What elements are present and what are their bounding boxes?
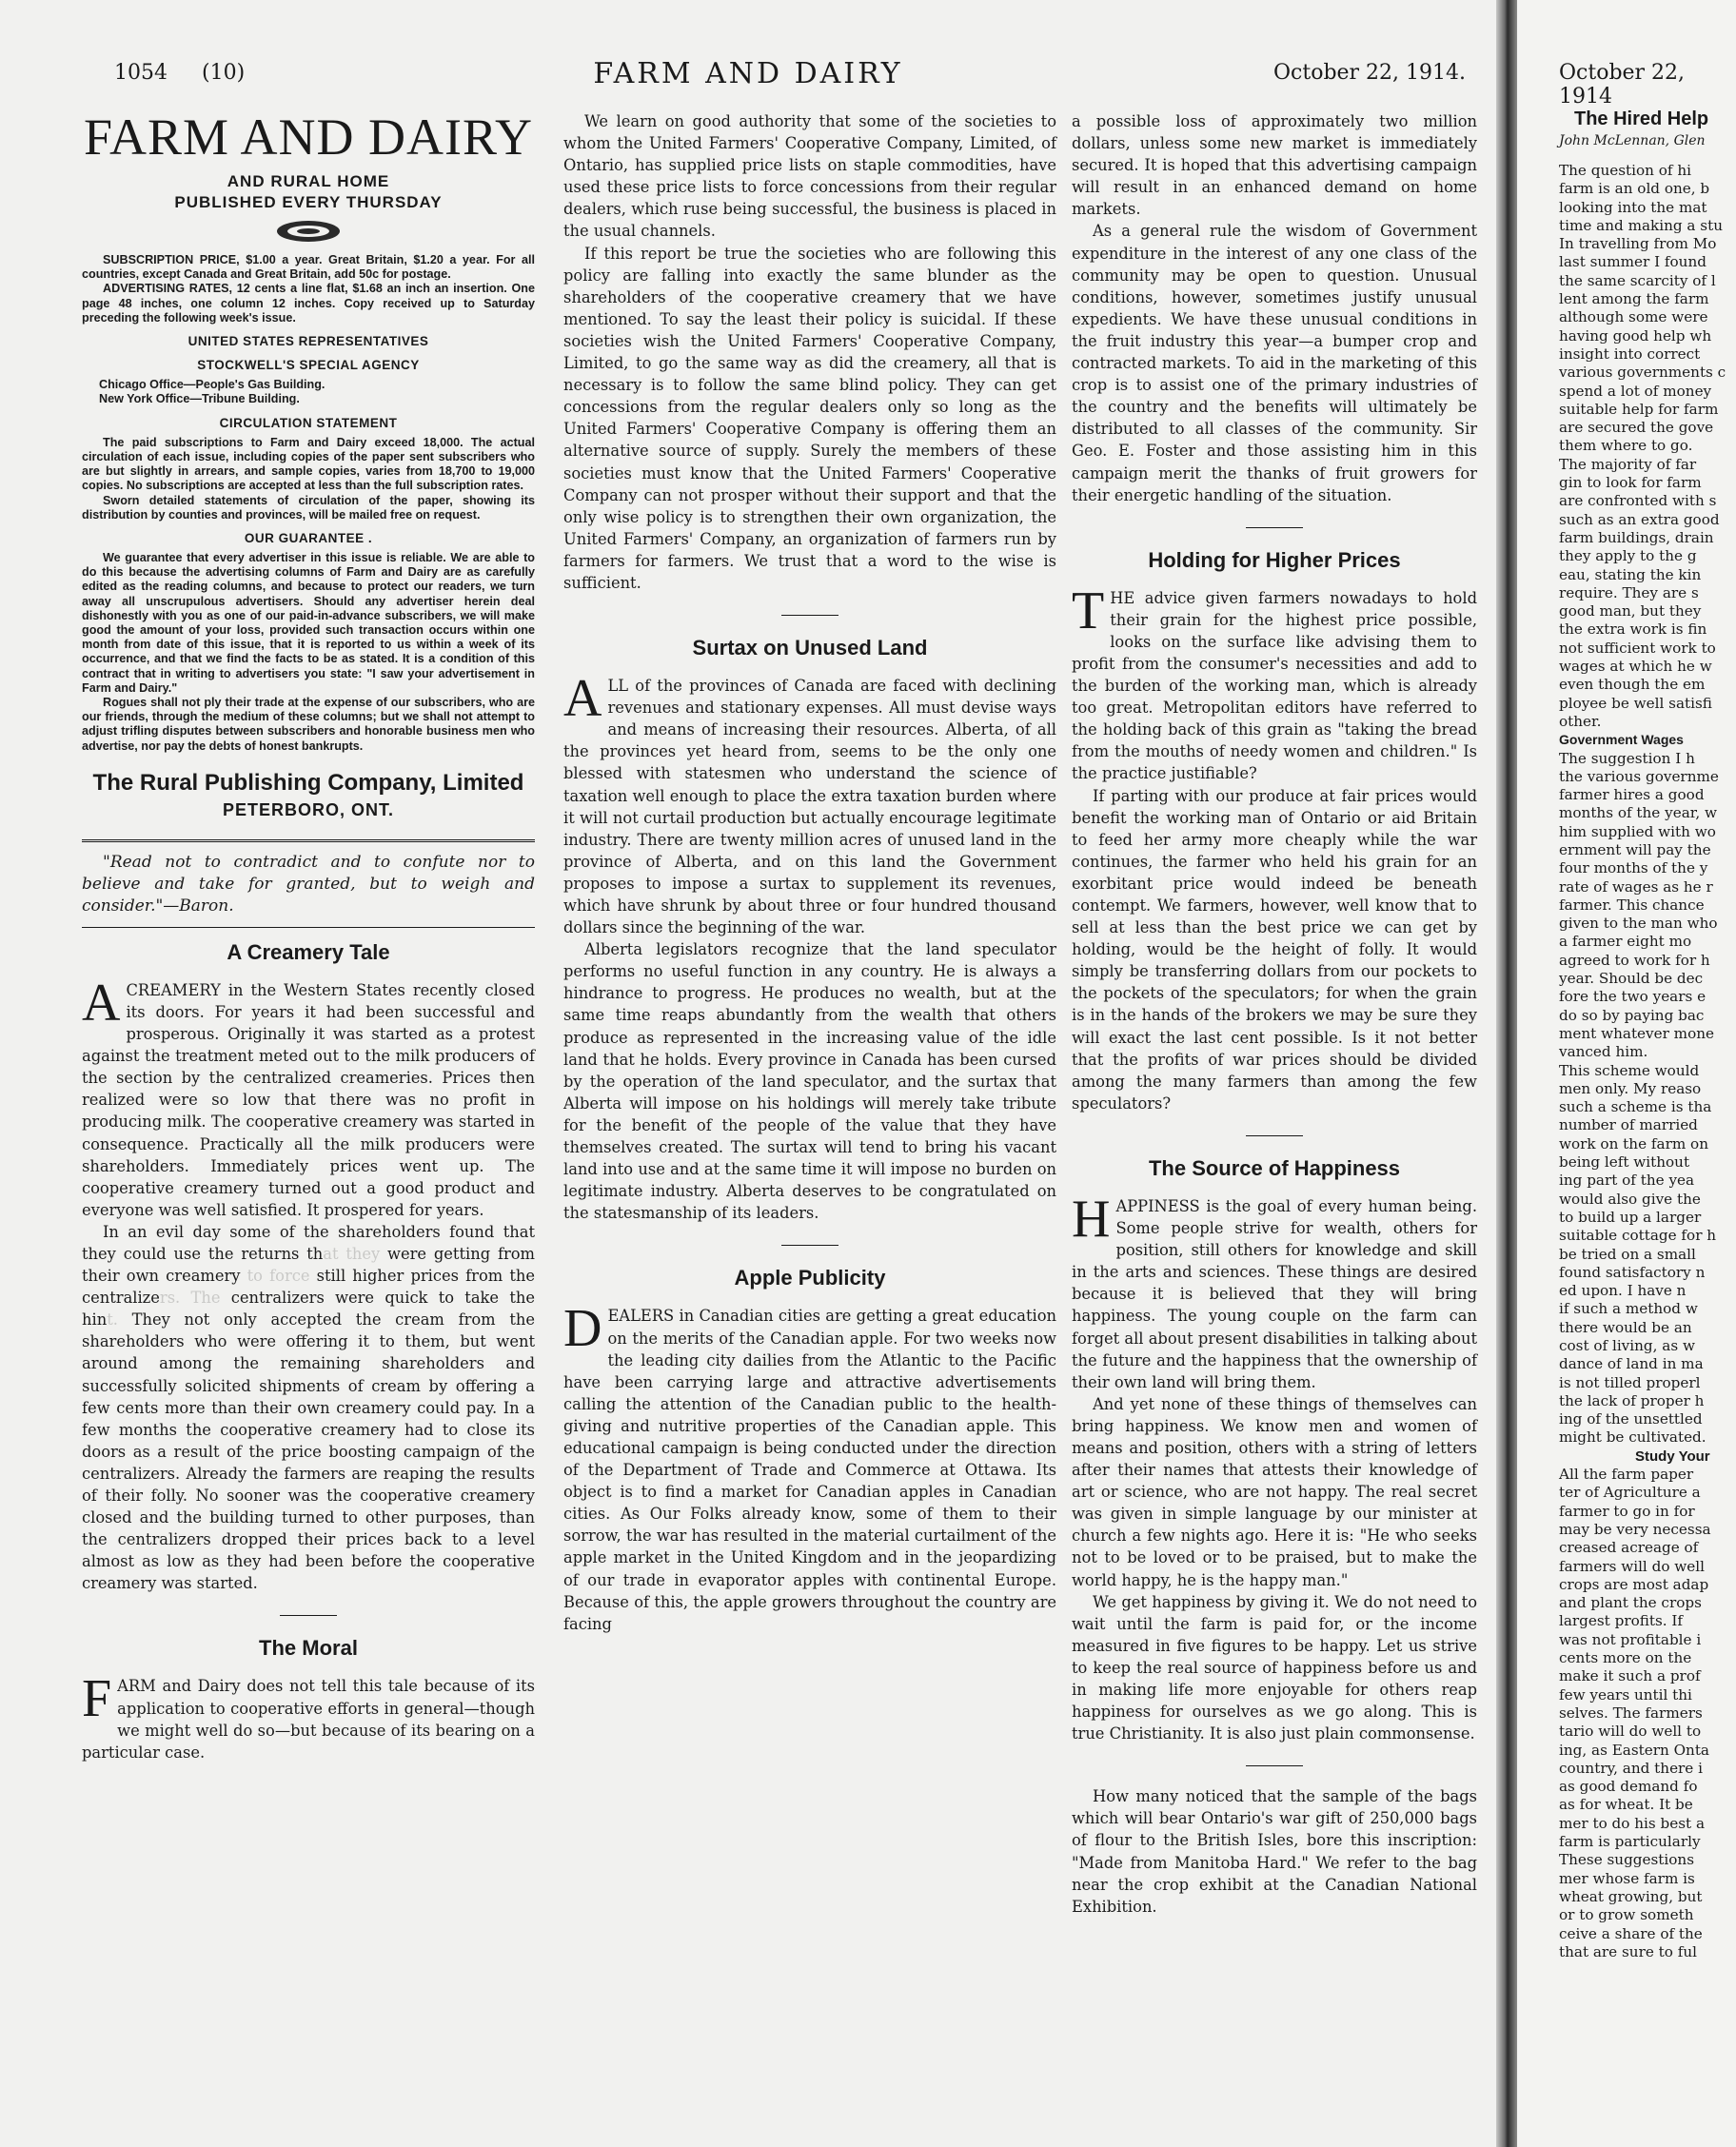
facing-text-line: them where to go.: [1559, 437, 1693, 455]
advertising-rates: ADVERTISING RATES, 12 cents a line flat, $1.68 an inch an insertion. One page 48 inches, one column 12 inches. Copy received up to Saturday preceding the following week's issue.: [82, 282, 535, 325]
facing-text-line: fore the two years e: [1559, 988, 1706, 1006]
facing-text-line: looking into the mat: [1559, 198, 1707, 216]
facing-text-line: The question of hi: [1559, 162, 1691, 179]
facing-text-line: and plant the crops: [1559, 1594, 1702, 1612]
subscription-price: SUBSCRIPTION PRICE, $1.00 a year. Great Britain, $1.20 a year. For all countries, except Canada and Great Britain, add 50c for postage.: [82, 253, 535, 282]
facing-text-line: such a scheme is tha: [1559, 1098, 1712, 1116]
facing-text-line: mer to do his best a: [1559, 1814, 1705, 1832]
facing-text-line: dance of land in ma: [1559, 1355, 1704, 1373]
facing-text-line: are secured the gove: [1559, 419, 1714, 437]
facing-text-line: do so by paying bac: [1559, 1006, 1705, 1024]
facing-text-line: cost of living, as w: [1559, 1337, 1695, 1354]
guarantee-heading: OUR GUARANTEE .: [244, 530, 373, 545]
facing-text-line: being left without: [1559, 1153, 1690, 1172]
facing-text-line: ed upon. I have n: [1559, 1282, 1687, 1300]
drop-cap: D: [563, 1299, 602, 1359]
happiness-paragraph-3: We get happiness by giving it. We do not need to wait until the farm is paid for, or the income measured in five figures to be happy. Let us strive to keep the real source of happiness before us and in making life more enjoyable for others reap happiness for ourselves as we go along. This is true Christianity. It is also just plain commonsense.: [1072, 1592, 1477, 1743]
section-rule: [781, 615, 838, 616]
column-3: [1072, 110, 1477, 1918]
facing-text-line: would also give the: [1559, 1190, 1701, 1208]
facing-page-fragment: [1517, 0, 1736, 2147]
col2-paragraph-1: We learn on good authority that some of the societies to whom the United Farmers' Cooperative Company, Limited, of Ontario, has supplied price lists on staple commodities, have used these price lists to force concessions from their regular dealers, which ruse being successful, the business is placed in the usual channels.: [563, 112, 1056, 241]
page-header: [0, 53, 1496, 91]
circulation-text: The paid subscriptions to Farm and Dairy exceed 18,000. The actual circulation of each issue, including copies of the paper sent subscribers who are but slightly in arrears, and sample copies, varies from 18,700 to 19,000 copies. No subscriptions are accepted at less than the full subscription rates.: [82, 435, 535, 493]
facing-text-line: such as an extra good: [1559, 510, 1720, 528]
facing-text-line: crops are most adap: [1559, 1575, 1709, 1593]
facing-text-line: country, and there i: [1559, 1759, 1703, 1777]
facing-text-line: may be very necessa: [1559, 1520, 1711, 1538]
facing-text-line: men only. My reaso: [1559, 1079, 1702, 1097]
column-1: [82, 110, 535, 1763]
facing-text-line: found satisfactory n: [1559, 1263, 1706, 1281]
facing-text-line: farmer. This chance: [1559, 896, 1705, 914]
facing-text-line: that are sure to ful: [1559, 1942, 1697, 1960]
facing-text-line: having good help wh: [1559, 326, 1712, 345]
facing-text-line: are confronted with s: [1559, 492, 1717, 510]
article-title-moral: The Moral: [259, 1636, 358, 1661]
facing-article-byline: John McLennan, Glen: [1559, 133, 1706, 148]
facing-text-line: wheat growing, but: [1559, 1887, 1703, 1905]
facing-text-line: cents more on the: [1559, 1649, 1692, 1667]
facing-text-line: This scheme would: [1559, 1061, 1700, 1079]
us-reps-heading: UNITED STATES REPRESENTATIVES: [187, 334, 429, 349]
facing-text-line: the same scarcity of l: [1559, 271, 1716, 289]
drop-cap: A: [82, 973, 121, 1033]
section-rule: [1246, 1765, 1303, 1766]
facing-page-date: October 22, 1914: [1559, 61, 1686, 108]
facing-text-line: is not tilled properl: [1559, 1373, 1701, 1391]
page-number: 1054: [114, 61, 168, 85]
facing-text-line: require. They are s: [1559, 583, 1699, 601]
masthead-subtitle: AND RURAL HOME: [227, 172, 390, 190]
facing-text-line: ing part of the yea: [1559, 1172, 1695, 1190]
circulation-heading: CIRCULATION STATEMENT: [219, 415, 398, 430]
facing-text-line: spend a lot of money: [1559, 382, 1712, 400]
moral-paragraph: FARM and Dairy does not tell this tale because of its application to cooperative efforts in general—though we might well do so—but because of its bearing on a particular case.: [82, 1669, 535, 1762]
section-rule: [781, 1245, 838, 1246]
facing-text-line: as for wheat. It be: [1559, 1796, 1693, 1814]
section-rule: [1246, 1135, 1303, 1136]
section-rule: [280, 1615, 337, 1616]
apple-paragraph-1: DEALERS in Canadian cities are getting a great education on the merits of the Canadian apple. For two weeks now the leading city dailies from the Atlantic to the Pacific have been carrying large and attractive advertisements calling the attention of the Canadian public to the health-giving and nutritive properties of the Canadian apple. This educational campaign is being conducted under the direction of the Department of Trade and Commerce at Ottawa. Its object is to find a market for Canadian apples in Canadian cities. As Our Folks already know, some of them to their sorrow, the war has resulted in the material curtailment of the apple market in the United Kingdom and in the jeopardizing of our trade in evaporator apples with continental Europe. Because of this, the apple growers throughout the country are facing: [563, 1299, 1056, 1633]
facing-text-line: work on the farm on: [1559, 1134, 1708, 1152]
facing-text-line: time and making a stu: [1559, 216, 1723, 234]
facing-text-line: vanced him.: [1559, 1043, 1648, 1061]
facing-subhead: Study Your: [1635, 1448, 1710, 1465]
page-inner-number: (10): [202, 61, 246, 85]
facing-text-line: largest profits. If: [1559, 1612, 1684, 1630]
issue-date: October 22, 1914.: [1273, 61, 1467, 85]
facing-text-line: if such a method w: [1559, 1300, 1698, 1318]
facing-text-line: The suggestion I h: [1559, 749, 1695, 767]
facing-text-line: to build up a larger: [1559, 1208, 1702, 1226]
facing-text-line: wages at which he w: [1559, 658, 1712, 676]
happiness-paragraph-1: HAPPINESS is the goal of every human being. Some people strive for wealth, others for position, still others for knowledge and skill in the arts and sciences. These things are desired because it is believed that they will bring happiness. The young couple on the farm can forget all about present disabilities in talking about the future and the happiness that the ownership of their own land will bring them.: [1072, 1189, 1477, 1391]
holding-paragraph-1: THE advice given farmers nowadays to hold their grain for the highest price possible, looks on the surface like advising them to profit from the consumer's necessities and add to the burden of the working man, which is already too great. Metropolitan editors have referred to the holding back of this grain as "taking the bread from the mouths of needy women and children." Is the practice justifiable?: [1072, 581, 1477, 783]
facing-text-line: farmer hires a good: [1559, 786, 1705, 804]
drop-cap: T: [1072, 581, 1105, 640]
facing-text-line: farm is an old one, b: [1559, 180, 1710, 198]
facing-text-line: ceive a share of the: [1559, 1924, 1703, 1942]
facing-text-line: creased acreage of: [1559, 1539, 1699, 1557]
facing-text-line: ernment will pay the: [1559, 840, 1711, 858]
holding-paragraph-2: If parting with our produce at fair prices would benefit the working man of Ontario or aid Britain to feed her army more cheaply while the war continues, the farmer who held his grain for an exorbitant price would indeed be beneath contempt. We farmers, however, well know that to sell at less than the best price we can get by holding, would be the height of folly. It would simply be transferring dollars from our pockets to the pockets of the speculators; for when the grain is in the hands of the brokers we may be sure they will exact the last cent possible. Is it not better that the profits of war prices should be divided among the many farmers than among the few speculators?: [1072, 786, 1477, 1113]
creamery-paragraph-2: In an evil day some of the shareholders found that they could use the returns that they were getting from their own creamery to force still higher prices from the centralizers. The centralizers were quick to take the hint. They not only accepted the cream from the shareholders who were offering it to them, but went around among the remaining shareholders and successfully solicited shipments of cream by offering a few cents more than their own creamery could pay. In a few months the cooperative creamery had to close its doors as a result of the price boosting campaign of the centralizers. Already the farmers are reaping the results of their folly. No sooner was the cooperative creamery closed and the building turned to other purposes, than the centralizers dropped their prices back to a level almost as low as they had been before the cooperative creamery was started.: [82, 1222, 535, 1593]
facing-text-line: lent among the farm: [1559, 290, 1709, 308]
facing-text-line: was not profitable i: [1559, 1630, 1702, 1648]
facing-text-line: ing of the unsettled: [1559, 1410, 1703, 1428]
running-title: FARM AND DAIRY: [593, 57, 903, 90]
publisher-name: The Rural Publishing Company, Limited: [92, 769, 524, 796]
facing-text-line: be tried on a small: [1559, 1245, 1696, 1263]
facing-subhead: Government Wages: [1559, 732, 1684, 748]
facing-text-line: eau, stating the kin: [1559, 565, 1702, 583]
facing-text-line: might be cultivated.: [1559, 1428, 1706, 1447]
facing-text-line: year. Should be dec: [1559, 970, 1704, 988]
article-title-creamery: A Creamery Tale: [227, 939, 390, 964]
facing-text-line: other.: [1559, 712, 1602, 730]
facing-text-line: suitable help for farm: [1559, 400, 1719, 418]
chicago-office: Chicago Office—People's Gas Building.: [99, 378, 326, 392]
facing-text-line: four months of the y: [1559, 859, 1708, 877]
facing-text-line: even though the em: [1559, 676, 1706, 694]
masthead-title: FARM AND DAIRY: [83, 108, 534, 166]
facing-text-line: various governments c: [1559, 364, 1726, 382]
col3-paragraph-2: As a general rule the wisdom of Government expenditure in the interest of any one class of the community may be open to question. Unusual conditions, however, sometimes justify unusual expedients. We have these unusual conditions in the fruit industry this year—a bumper crop and contracted markets. To aid in the marketing of this crop is to assist one of the primary industries of the country and the benefits will ultimately be distributed to all classes of the community. Sir Geo. E. Foster and those assisting him in this campaign merit the thanks of fruit growers for their energetic handling of the situation.: [1072, 222, 1477, 504]
drop-cap: A: [563, 669, 602, 729]
facing-text-line: rate of wages as he r: [1559, 877, 1713, 896]
facing-text-line: number of married: [1559, 1116, 1698, 1134]
guarantee-rogues: Rogues shall not ply their trade at the expense of our subscribers, who are our friends, through the medium of these columns; but we shall not attempt to adjust trifling disputes between subscribers and honorable business men who advertise, nor pay the debts of honest bankrupts.: [82, 696, 535, 753]
motto-quote: "Read not to contradict and to confute nor to believe and take for granted, but to weigh and consider."—Baron.: [82, 852, 535, 916]
facing-text-line: farm is particularly: [1559, 1833, 1701, 1851]
facing-text-line: farmer to go in for: [1559, 1502, 1695, 1520]
facing-text-line: In travelling from Mo: [1559, 235, 1717, 253]
facing-text-line: given to the man who: [1559, 915, 1718, 933]
facing-text-line: months of the year, w: [1559, 804, 1717, 822]
article-title-surtax: Surtax on Unused Land: [692, 636, 928, 660]
facing-text-line: last summer I found: [1559, 253, 1706, 271]
ornament-icon: [275, 219, 342, 244]
newyork-office: New York Office—Tribune Building.: [99, 392, 300, 406]
bags-paragraph: How many noticed that the sample of the bags which will bear Ontario's war gift of 250,000 bags of flour to the British Isles, bore this inscription: "Made from Manitoba Hard." We refer to the bag near the crop exhibit at the Canadian National Exhibition.: [1072, 1787, 1477, 1916]
facing-text-line: or to grow someth: [1559, 1906, 1694, 1924]
facing-text-line: agreed to work for h: [1559, 951, 1710, 969]
single-rule: [82, 927, 535, 928]
facing-text-line: good man, but they: [1559, 602, 1702, 620]
article-title-holding: Holding for Higher Prices: [1148, 547, 1401, 572]
facing-text-line: they apply to the g: [1559, 547, 1697, 565]
facing-text-line: suitable cottage for h: [1559, 1227, 1717, 1245]
facing-text-line: the extra work is fin: [1559, 620, 1707, 639]
facing-text-line: selves. The farmers: [1559, 1704, 1703, 1722]
article-title-apple: Apple Publicity: [734, 1266, 886, 1290]
facing-text-line: insight into correct: [1559, 345, 1701, 363]
drop-cap: H: [1072, 1189, 1111, 1249]
facing-text-line: ployee be well satisfi: [1559, 694, 1712, 712]
facing-text-line: All the farm paper: [1559, 1466, 1694, 1484]
facing-text-line: the lack of proper h: [1559, 1391, 1705, 1409]
creamery-paragraph-1: ACREAMERY in the Western States recently closed its doors. For years it had been successful and prosperous. Originally it was started as a protest against the treatment meted out to the milk producers of the section by the centralized creameries. Prices then realized were so low that there was no profit in producing milk. The cooperative creamery was started in consequence. Practically all the milk producers were shareholders. Immediately prices went up. The cooperative creamery turned out a good product and everyone was well satisfied. It prospered for years.: [82, 973, 535, 1219]
facing-text-line: him supplied with wo: [1559, 822, 1716, 840]
facing-text-line: tario will do well to: [1559, 1723, 1702, 1741]
facing-text-line: The majority of far: [1559, 455, 1697, 473]
facing-text-line: the various governme: [1559, 767, 1719, 785]
facing-text-line: not sufficient work to: [1559, 639, 1716, 657]
facing-text-line: ment whatever mone: [1559, 1024, 1714, 1042]
facing-article-text: [1559, 162, 1736, 1961]
publisher-city: PETERBORO, ONT.: [222, 799, 394, 819]
surtax-paragraph-2: Alberta legislators recognize that the land speculator performs no useful function in any country. He is always a hindrance to progress. He produces no wealth, but at the same time reaps abundantly from the wealth that others produce as represented in the increasing value of the idle land that he holds. Every province in Canada has been cursed by the operation of the land speculator, and the surtax that Alberta will impose on his holdings will merely take tribute for the benefit of the people of the value that they have themselves created. The surtax will tend to bring his vacant land into use and at the same time it will impose no burden on legitimate industry. Alberta deserves to be congratulated on the statesmanship of its leaders.: [563, 940, 1056, 1223]
section-rule: [1246, 527, 1303, 528]
column-2: [563, 110, 1056, 1635]
book-spine: [1496, 0, 1517, 2147]
facing-text-line: make it such a prof: [1559, 1667, 1701, 1685]
drop-cap: F: [82, 1669, 112, 1729]
circulation-sworn: Sworn detailed statements of circulation of the paper, showing its distribution by counties and provinces, will be mailed free on request.: [82, 493, 535, 522]
facing-text-line: a farmer eight mo: [1559, 933, 1692, 951]
facing-text-line: These suggestions: [1559, 1851, 1694, 1869]
agency-name: STOCKWELL'S SPECIAL AGENCY: [197, 358, 420, 373]
facing-text-line: as good demand fo: [1559, 1778, 1698, 1796]
facing-text-line: gin to look for farm: [1559, 474, 1702, 492]
col2-paragraph-2: If this report be true the societies who are following this policy are falling into exactly the same blunder as the shareholders of the cooperative creamery that we have mentioned. To say the least their policy is suicidal. If these societies wish the United Farmers' Cooperative Company, Limited, to go the same way as did the creamery, all that is necessary is to follow the same blind policy. They can get concessions from the regular dealers only so long as the United Farmers' Cooperative Company is offering them an alternative source of supply. Surely the members of these societies must know that the United Farmers' Cooperative Company can not prosper without their support and that the only wise policy is to strengthen their own organization, the United Farmers' Company, an organization of farmers run by farmers for farmers. We trust that a word to the wise is sufficient.: [563, 244, 1056, 592]
facing-text-line: there would be an: [1559, 1318, 1692, 1336]
surtax-paragraph-1: ALL of the provinces of Canada are faced with declining revenues and stationary expenses. All must devise ways and means of increasing their resources. Alberta, of all the provinces yet heard from, seems to be the only one blessed with statesmen who understand the science of taxation well enough to place the extra taxation burden where it will not curtail production but actually encourage legitimate industry. There are twenty million acres of unused land in the province of Alberta, and on this land the Government proposes to impose a surtax to supplement its revenues, which have shrunk by about three or four hundred thousand dollars since the beginning of the war.: [563, 669, 1056, 937]
double-rule: [82, 839, 535, 842]
facing-text-line: ing, as Eastern Onta: [1559, 1741, 1709, 1759]
facing-text-line: although some were: [1559, 308, 1708, 326]
facing-text-line: few years until thi: [1559, 1685, 1692, 1704]
facing-article-title: The Hired Help: [1574, 108, 1709, 129]
facing-text-line: mer whose farm is: [1559, 1869, 1695, 1887]
facing-text-line: ter of Agriculture a: [1559, 1484, 1701, 1502]
col3-paragraph-1: a possible loss of approximately two million dollars, unless some new market is immediately secured. It is hoped that this advertising campaign will result in an enhanced demand on home markets.: [1072, 112, 1477, 219]
happiness-paragraph-2: And yet none of these things of themselves can bring happiness. We know men and women of means and position, others with a string of letters after their names that attests their knowledge of art or science, who are not happy. The real secret was given in simple language by our minister at church a few nights ago. Here it is: "He who seeks not to be loved or to be praised, but to make the world happy, he is the happy man.": [1072, 1394, 1477, 1589]
article-title-happiness: The Source of Happiness: [1148, 1155, 1401, 1180]
facing-text-line: farmers will do well: [1559, 1557, 1706, 1575]
facing-text-line: farm buildings, drain: [1559, 528, 1714, 546]
guarantee-text: We guarantee that every advertiser in this issue is reliable. We are able to do this because the advertising columns of Farm and Dairy are as carefully edited as the reading columns, and because to protect our readers, we turn away all unscrupulous advertisers. Should any advertiser herein deal dishonestly with you as one of our paid-in-advance subscribers, we will make good the amount of your loss, provided such transaction occurs within one month from date of this issue, that it is reported to us within a week of its occurrence, and that we find the facts to be as stated. It is a condition of this contract that in writing to advertisers you state: "I saw your advertisement in Farm and Dairy.": [82, 551, 535, 695]
masthead-frequency: PUBLISHED EVERY THURSDAY: [174, 193, 443, 211]
